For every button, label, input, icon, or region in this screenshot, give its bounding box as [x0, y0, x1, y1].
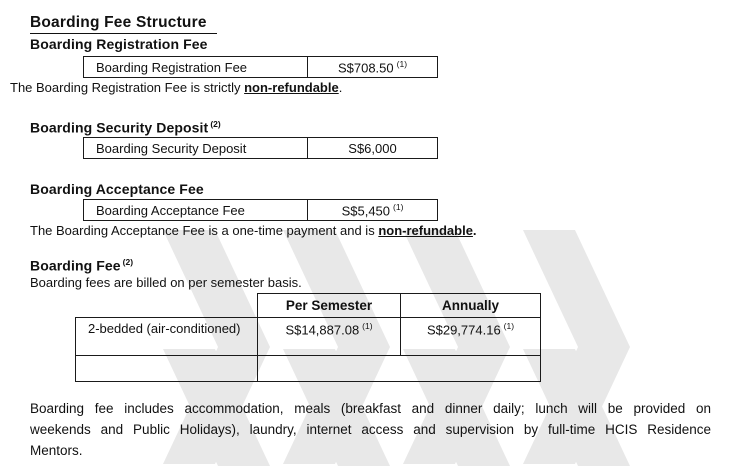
col-header-annually: Annually: [401, 294, 541, 318]
room-type-label: 2-bedded (air-conditioned): [76, 318, 258, 356]
table-row: [84, 57, 438, 78]
registration-fee-value: S$708.50 $^{(1)}$: [308, 57, 438, 78]
per-semester-value: S$14,887.08 $^{(1)}$: [258, 318, 401, 356]
security-deposit-value: S$6,000: [308, 138, 438, 159]
acceptance-heading: Boarding Acceptance Fee: [30, 181, 204, 197]
footnote-marker: (1): [396, 58, 408, 69]
footnote-marker: (2): [122, 257, 134, 267]
footer-paragraph-line: weekends and Public Holidays), laundry, internet access and supervision by full-time HCIS Residence: [30, 422, 711, 437]
security-heading: Boarding Security Deposit $^{(2)}$: [30, 119, 221, 136]
table-row: [84, 138, 438, 159]
acceptance-note: The Boarding Acceptance Fee is a one-time payment and is non-refundable.: [30, 223, 477, 238]
footer-paragraph-line: Mentors.: [30, 443, 83, 458]
boarding-fee-intro: Boarding fees are billed on per semester basis.: [30, 275, 302, 290]
empty-merged-cell: [258, 356, 541, 382]
empty-header-cell: [76, 294, 258, 318]
footnote-marker: (2): [210, 119, 221, 129]
security-table: [83, 137, 438, 159]
registration-heading: Boarding Registration Fee: [30, 36, 208, 52]
footnote-marker: (1): [393, 201, 404, 212]
non-refundable-emphasis: non-refundable: [244, 80, 339, 95]
registration-fee-label: Boarding Registration Fee: [84, 57, 308, 78]
security-deposit-label: Boarding Security Deposit: [84, 138, 308, 159]
footer-paragraph-line: Boarding fee includes accommodation, meals (breakfast and dinner daily; lunch will be provided on: [30, 401, 711, 416]
col-header-per-semester: Per Semester: [258, 294, 401, 318]
boarding-fee-heading: Boarding Fee $^{(2)}$: [30, 257, 134, 274]
non-refundable-emphasis: non-refundable: [378, 223, 473, 238]
annually-value: S$29,774.16 $^{(1)}$: [401, 318, 541, 356]
footnote-marker: (1): [503, 321, 515, 331]
table-row: [76, 318, 541, 356]
registration-note: The Boarding Registration Fee is strictly non-refundable.: [10, 80, 343, 95]
page-title: Boarding Fee Structure: [30, 14, 217, 34]
empty-cell: [76, 356, 258, 382]
table-row: [84, 200, 438, 221]
acceptance-fee-label: Boarding Acceptance Fee: [84, 200, 308, 221]
acceptance-table: [83, 199, 438, 221]
boarding-fee-table: [75, 293, 541, 382]
table-header-row: [76, 294, 541, 318]
table-row-empty: [76, 356, 541, 382]
registration-table: [83, 56, 438, 78]
footnote-marker: (1): [362, 321, 373, 331]
acceptance-fee-value: S$5,450 $^{(1)}$: [308, 200, 438, 221]
